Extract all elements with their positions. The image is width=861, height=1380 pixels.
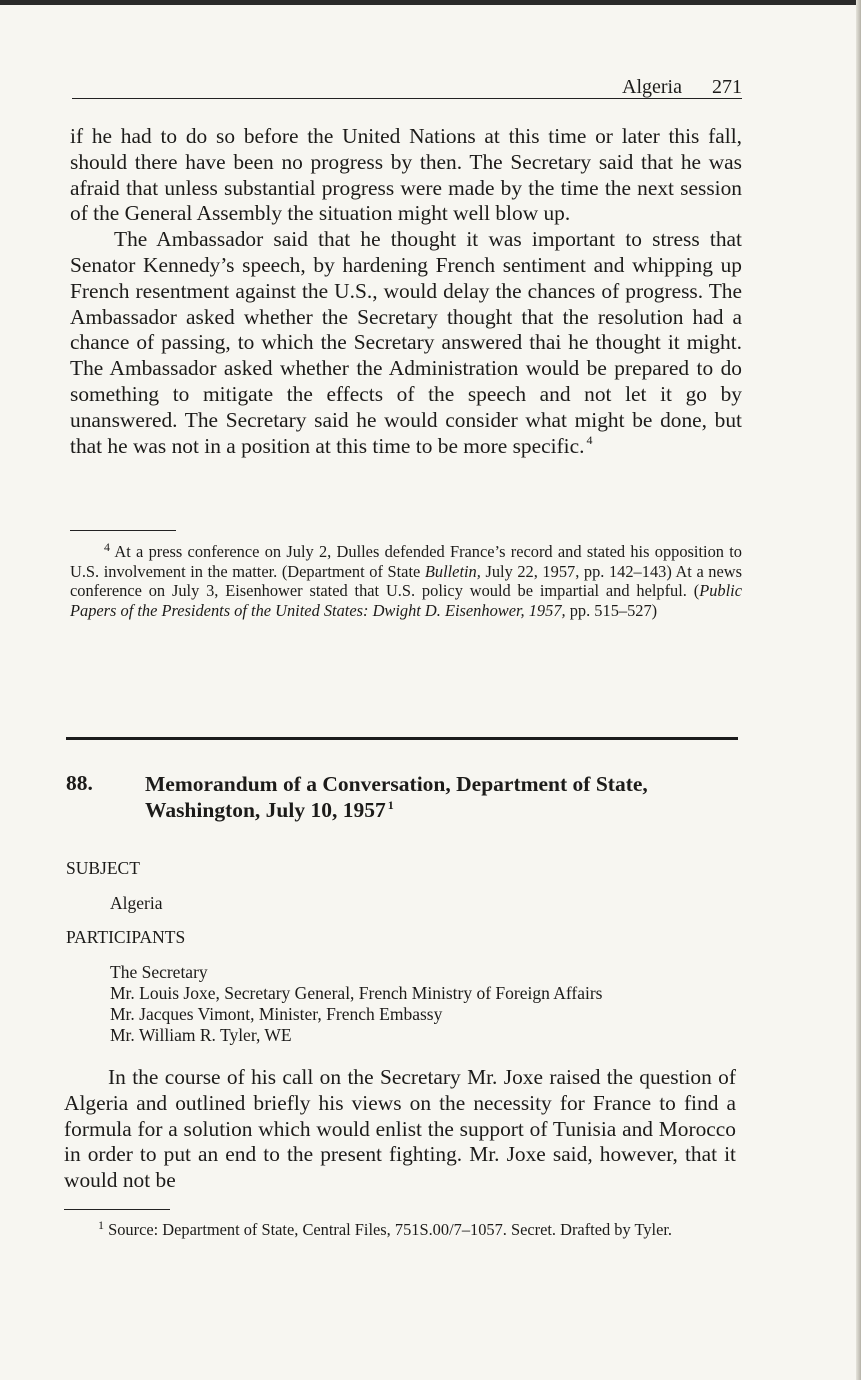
- footnote-ref-1[interactable]: 1: [387, 797, 394, 812]
- participant-item: The Secretary: [110, 962, 208, 982]
- page-number: 271: [712, 76, 742, 98]
- participant-item: Mr. William R. Tyler, WE: [110, 1025, 292, 1045]
- footnote-rule: [70, 530, 176, 531]
- document-title: [145, 771, 735, 823]
- participants-label: PARTICIPANTS: [66, 927, 186, 947]
- footnote-4-marker: 4: [104, 539, 110, 554]
- running-header: [72, 76, 742, 99]
- running-header-title: Algeria: [622, 76, 682, 98]
- subject-value: Algeria: [110, 893, 163, 913]
- footnote-1-marker: 1: [98, 1217, 104, 1232]
- memo-body: [64, 1065, 736, 1194]
- paragraph-continuation: if he had to do so before the United Nations at this time or later this fall, should there have been no progress by then. The Secretary said that he was afraid that unless substantial progress were made by the time the next session of the General Assembly the situation might well blow up.: [70, 124, 742, 226]
- paragraph-ambassador: [70, 227, 742, 459]
- footnote-1: [64, 1217, 736, 1240]
- participant-item: Mr. Louis Joxe, Secretary General, French Ministry of Foreign Affairs: [110, 983, 603, 1003]
- footnote-1-text: Source: Department of State, Central Files, 751S.00/7–1057. Secret. Drafted by Tyler.: [108, 1220, 673, 1239]
- footnote-4-bulletin: Bulletin,: [424, 561, 481, 581]
- document-number: 88.: [66, 771, 93, 795]
- scan-top-edge: [0, 0, 861, 5]
- paragraph-memo: In the course of his call on the Secretary Mr. Joxe raised the question of Algeria and outlined briefly his views on the necessity for France to find a formula for a solution which would enlist the support of Tunisia and Morocco in order to put an end to the present fighting. Mr. Joxe said, however, that it would not be: [64, 1065, 736, 1193]
- document-title-text: Memorandum of a Conversation, Department of State, Washington, July 10, 1957: [145, 772, 648, 822]
- continued-text: [70, 124, 742, 459]
- footnote-rule: [64, 1209, 170, 1210]
- subject-label: SUBJECT: [66, 858, 140, 878]
- participant-item: Mr. Jacques Vimont, Minister, French Embassy: [110, 1004, 443, 1024]
- footnote-4: [70, 539, 742, 620]
- paragraph-ambassador-text: The Ambassador said that he thought it was important to stress that Senator Kennedy’s speech, by hardening French sentiment and whipping up French resentment against the U.S., would delay the chances of progress. The Ambassador asked whether the Secretary thought that the resolution had a chance of passing, to which the Secretary answered thai he thought it might. The Ambassador asked whether the Administration would be prepared to do something to mitigate the effects of the speech and not let it go by unanswered. The Secretary said he would consider what might be done, but that he was not in a position at this time to be more specific.: [70, 227, 742, 458]
- section-divider: [66, 737, 738, 740]
- footnote-4-text-a: At a press conference on July 2, Dulles defended France’s record and stated his opposition to U.S. involvement in the matter. (Department of State: [70, 542, 742, 581]
- participants-list: [110, 962, 603, 1046]
- footnote-4-public-papers: Public Papers of the Presidents of the United States: Dwight D. Eisenhower, 1957,: [70, 581, 742, 620]
- footnote-4-text-b: July 22, 1957, pp. 142–143) At a news conference on July 3, Eisenhower stated that U.S. policy would be impartial and helpful. (: [70, 561, 742, 601]
- scan-right-edge: [856, 0, 861, 1380]
- footnote-ref-4[interactable]: 4: [586, 433, 593, 448]
- footnote-4-text-c: pp. 515–527): [565, 600, 658, 620]
